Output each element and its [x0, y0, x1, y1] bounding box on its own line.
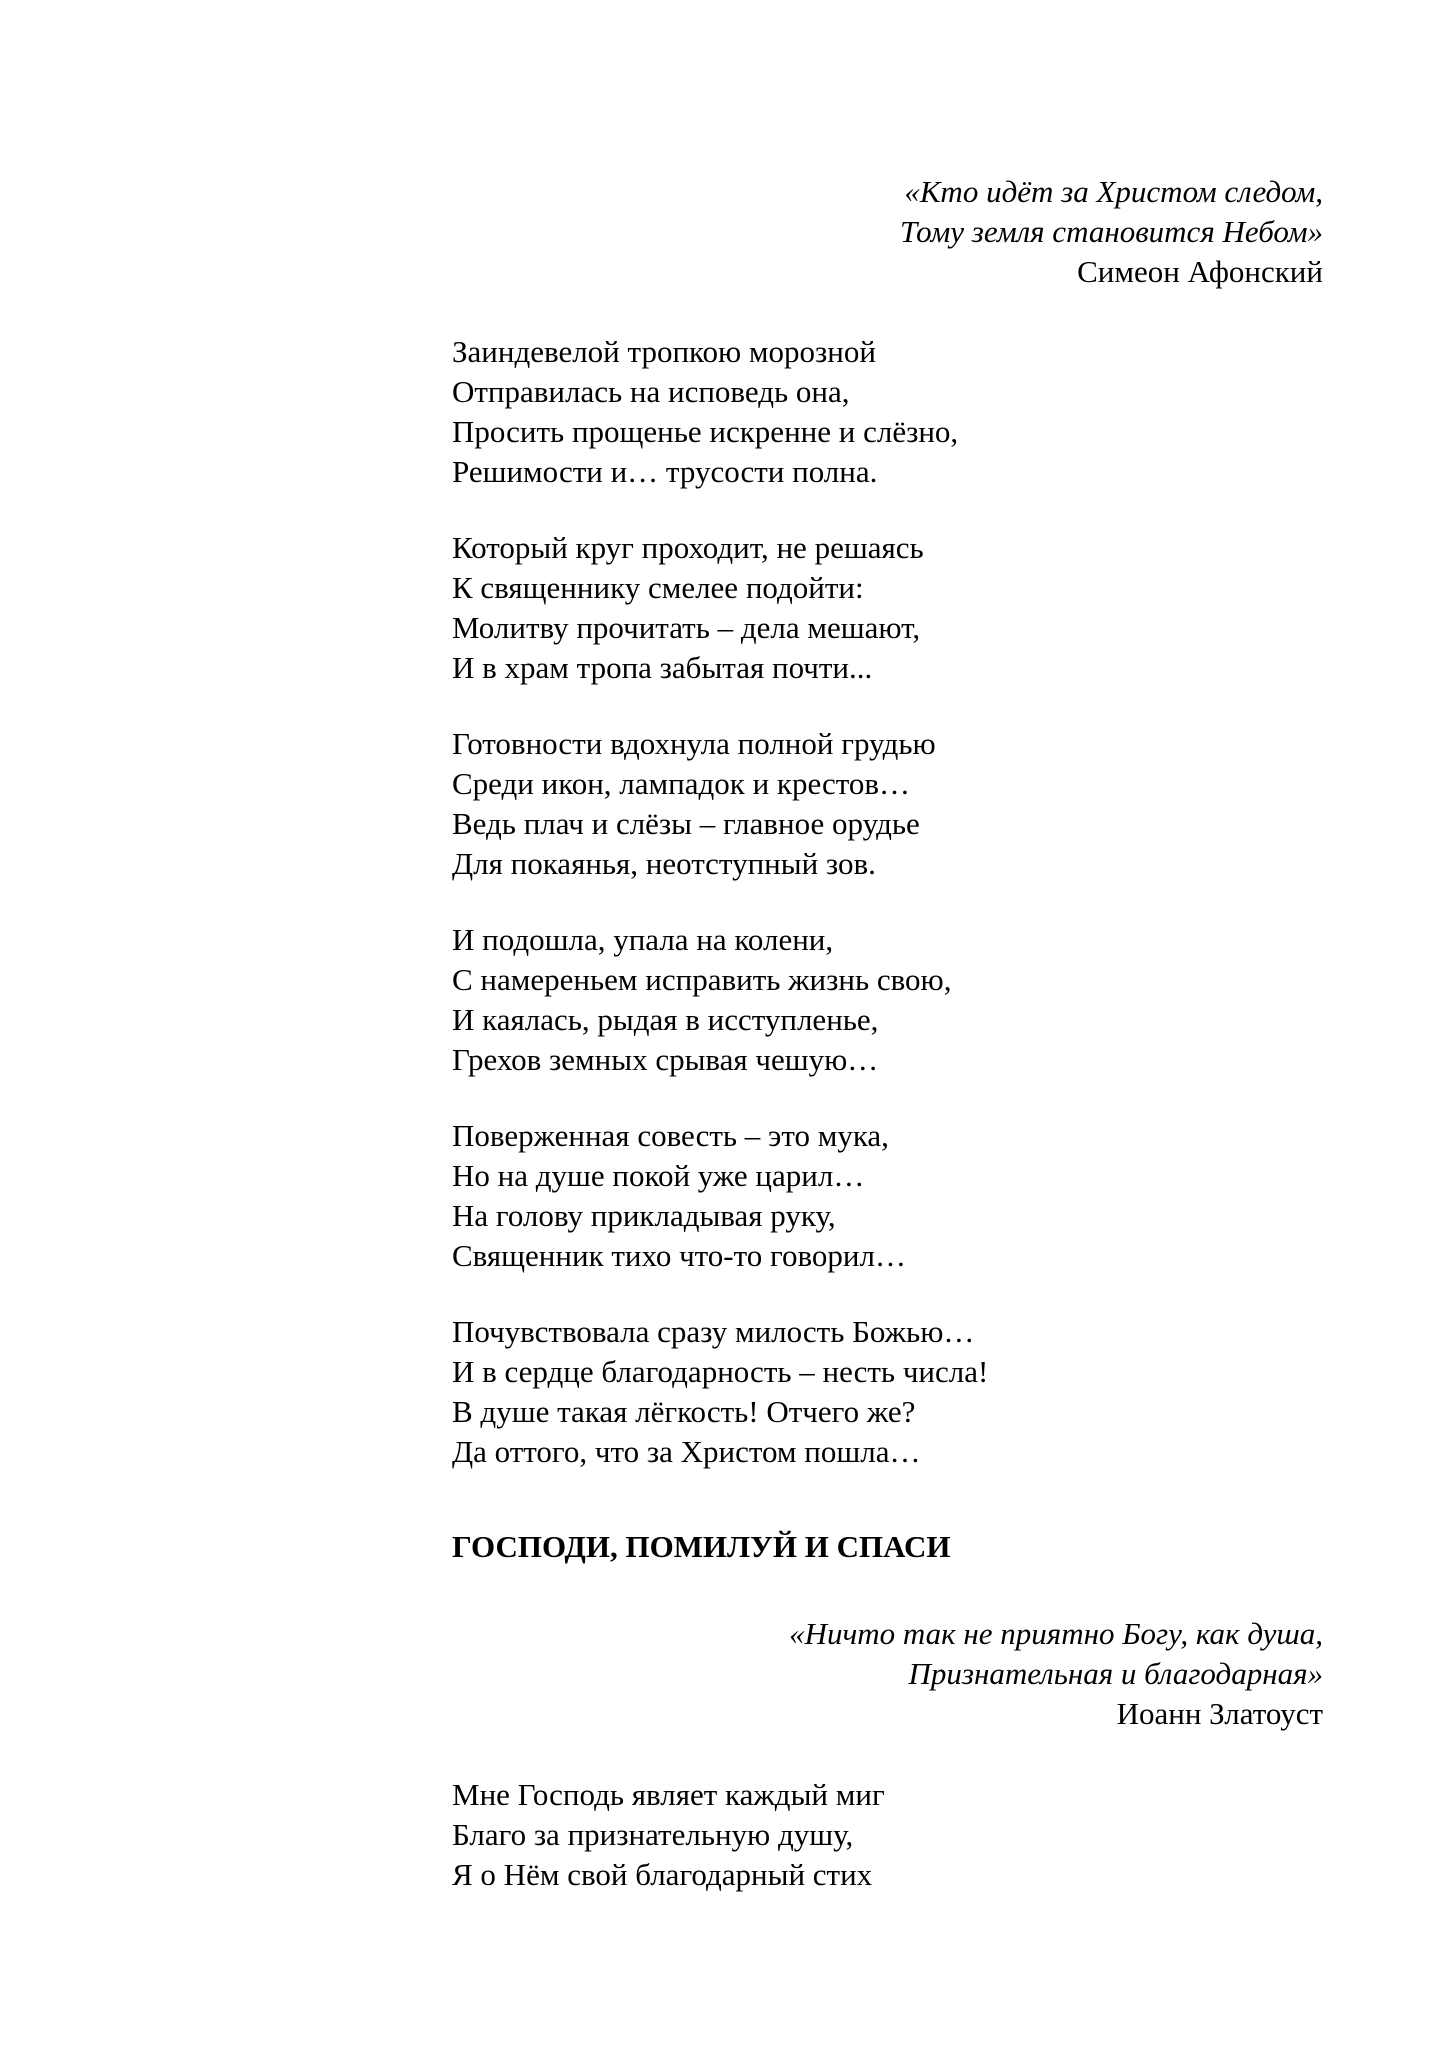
poem-line: Священник тихо что-то говорил… [452, 1238, 906, 1273]
poem-line: И в сердце благодарность – несть числа! [452, 1354, 989, 1389]
poem-line: Для покаянья, неотступный зов. [452, 846, 876, 881]
poem-line: И в храм тропа забытая почти... [452, 650, 873, 685]
poem-line: Ведь плач и слёзы – главное орудье [452, 806, 920, 841]
poem-line: Мне Господь являет каждый миг [452, 1777, 885, 1812]
poem1-stanza-3 [452, 724, 936, 884]
poem-line: Я о Нём свой благодарный стих [452, 1857, 873, 1892]
poem1-stanza-5 [452, 1116, 906, 1276]
epigraph-1-line-1: «Кто идёт за Христом следом, [904, 174, 1323, 209]
poem-line: Но на душе покой уже царил… [452, 1158, 865, 1193]
poem-line: Отправилась на исповедь она, [452, 374, 850, 409]
poem-line: Почувствовала сразу милость Божью… [452, 1314, 975, 1349]
poem-line: Молитву прочитать – дела мешают, [452, 610, 921, 645]
epigraph-1 [900, 172, 1323, 292]
poem1-stanza-2 [452, 528, 924, 688]
poem-line: К священнику смелее подойти: [452, 570, 864, 605]
poem-line: Да оттого, что за Христом пошла… [452, 1434, 921, 1469]
poem-line: Готовности вдохнула полной грудью [452, 726, 936, 761]
poem1-stanza-1 [452, 332, 958, 492]
poem-line: Просить прощенье искренне и слёзно, [452, 414, 959, 449]
epigraph-2-line-1: «Ничто так не приятно Богу, как душа, [789, 1616, 1323, 1651]
epigraph-2 [789, 1614, 1323, 1734]
poem-line: И подошла, упала на колени, [452, 922, 834, 957]
poem-line: На голову прикладывая руку, [452, 1198, 836, 1233]
poem-line: Решимости и… трусости полна. [452, 454, 878, 489]
poem-line: Заиндевелой тропкою морозной [452, 334, 876, 369]
poem-line: Который круг проходит, не решаясь [452, 530, 924, 565]
poem-line: Среди икон, лампадок и крестов… [452, 766, 911, 801]
epigraph-1-author: Симеон Афонский [1077, 254, 1323, 289]
poem1-stanza-4 [452, 920, 951, 1080]
poem-line: И каялась, рыдая в исступленье, [452, 1002, 879, 1037]
poem-line: Благо за признательную душу, [452, 1817, 854, 1852]
poem-line: Грехов земных срывая чешую… [452, 1042, 879, 1077]
epigraph-1-line-2: Тому земля становится Небом» [900, 214, 1323, 249]
epigraph-2-line-2: Признательная и благодарная» [908, 1656, 1323, 1691]
poem1-stanza-6 [452, 1312, 988, 1472]
poem-line: С намереньем исправить жизнь свою, [452, 962, 952, 997]
poem2-stanza-1 [452, 1775, 885, 1895]
poem-line: В душе такая лёгкость! Отчего же? [452, 1394, 916, 1429]
poem-2-title: ГОСПОДИ, ПОМИЛУЙ И СПАСИ [452, 1529, 951, 1564]
poem-line: Поверженная совесть – это мука, [452, 1118, 889, 1153]
epigraph-2-author: Иоанн Златоуст [1116, 1696, 1323, 1731]
